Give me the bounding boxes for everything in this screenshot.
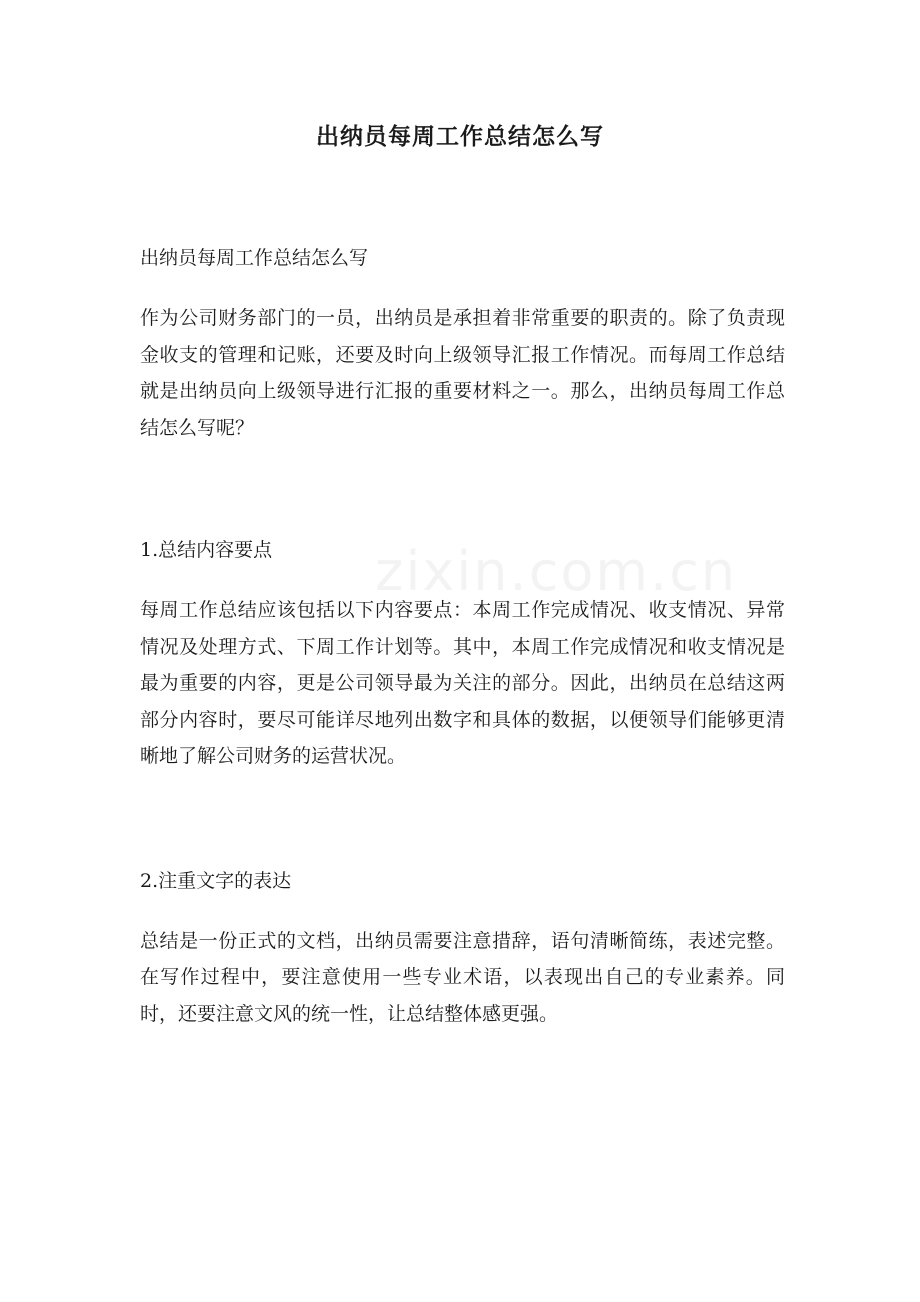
intro-paragraph: 作为公司财务部门的一员，出纳员是承担着非常重要的职责的。除了负责现金收支的管理和记账，还要及时向上级领导汇报工作情况。而每周工作总结就是出纳员向上级领导进行汇报的重要材料之一。那么，出纳员每周工作总结怎么写呢？ xyxy=(140,307,785,439)
document-body xyxy=(140,240,785,1032)
section-heading-1: 1.总结内容要点 xyxy=(140,539,273,561)
section-body-2: 总结是一份正式的文档，出纳员需要注意措辞，语句清晰简练，表述完整。在写作过程中，要注意使用一些专业术语，以表现出自己的专业素养。同时，还要注意文风的统一性，让总结整体感更强。 xyxy=(140,929,785,1025)
section-heading-2: 2.注重文字的表达 xyxy=(140,869,292,892)
document-title: 出纳员每周工作总结怎么写 xyxy=(316,123,604,150)
section-body-1: 每周工作总结应该包括以下内容要点：本周工作完成情况、收支情况、异常情况及处理方式、下周工作计划等。其中，本周工作完成情况和收支情况是最为重要的内容，更是公司领导最为关注的部分。因此，出纳员在总结这两部分内容时，要尽可能详尽地列出数字和具体的数据，以便领导们能够更清晰地了解公司财务的运营状况。 xyxy=(140,599,785,767)
document-subtitle: 出纳员每周工作总结怎么写 xyxy=(140,247,369,269)
